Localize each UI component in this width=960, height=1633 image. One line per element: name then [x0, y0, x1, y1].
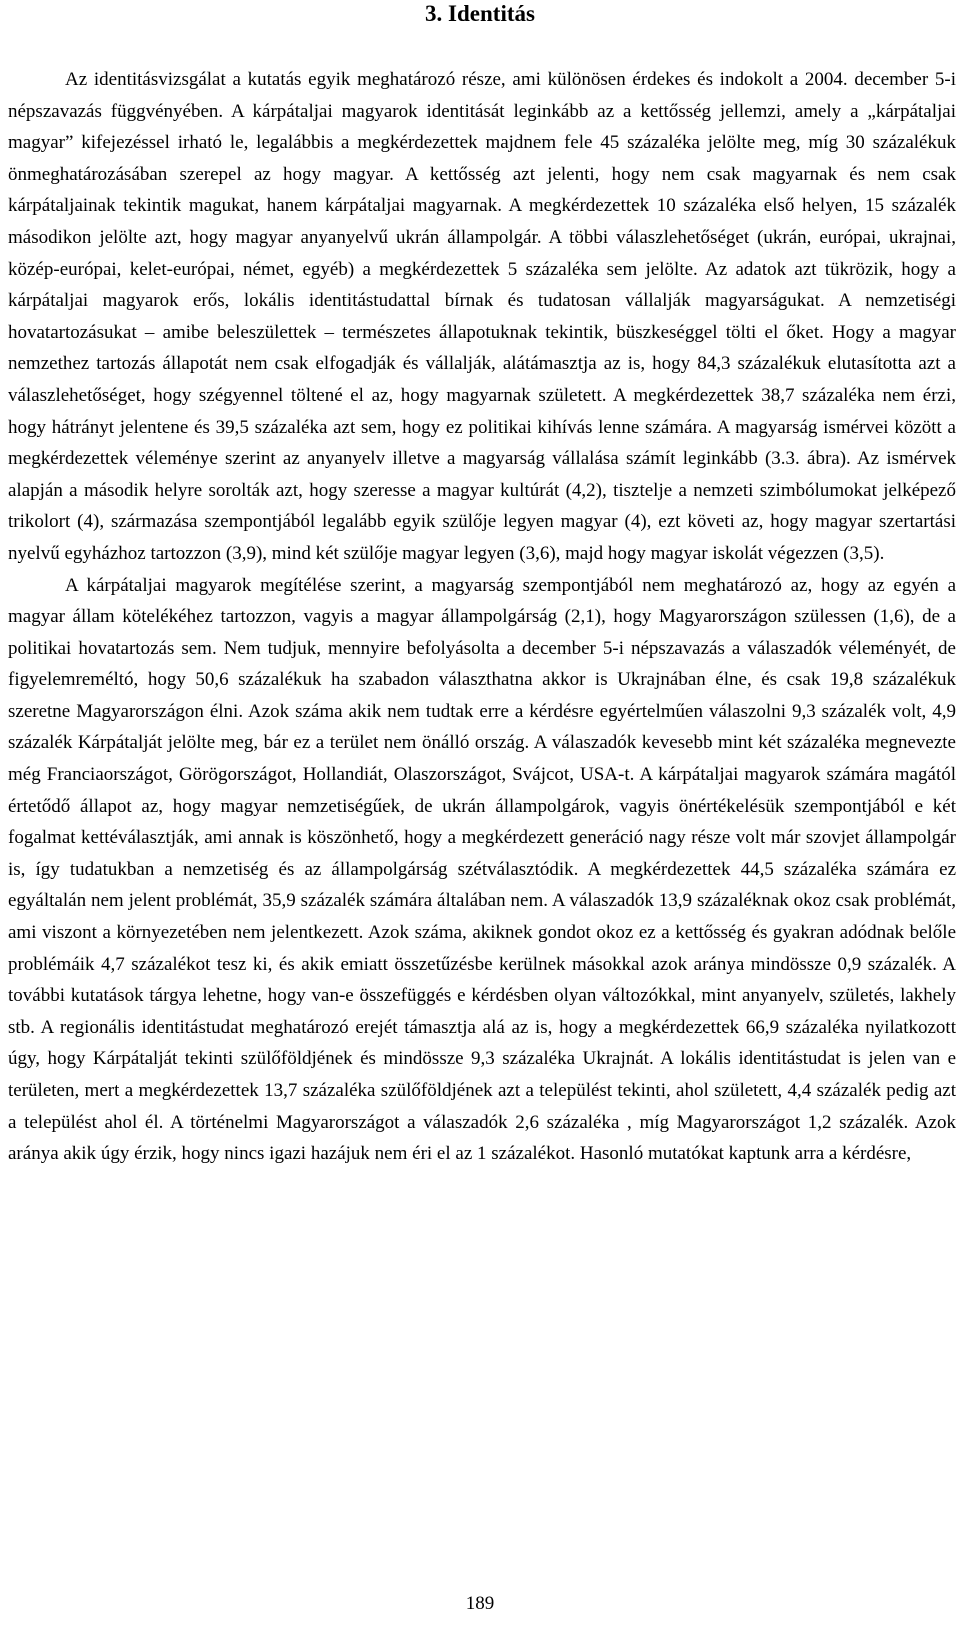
section-heading: 3. Identitás	[425, 1, 535, 26]
paragraph-2: A kárpátaljai magyarok megítélése szerint, a magyarság szempontjából nem meghatározó az, hogy az egyén a magyar állam kötelékéhez tartozzon, vagyis a magyar állampolgárság (2,1), hogy Magyarországon szülessen (1,6), de a politikai hovatartozás sem. Nem tudjuk, mennyire befolyásolta a december 5-i népszavazás a válaszadók véleményét, de figyelemreméltó, hogy 50,6 százalékuk ha szabadon választhatna akkor is Ukrajnában élne, és csak 19,8 százalékuk szeretne Magyarországon élni. Azok száma akik nem tudtak erre a kérdésre egyértelműen válaszolni 9,3 százalék volt, 4,9 százalék Kárpátalját jelölte meg, bár ez a terület nem önálló ország. A válaszadók kevesebb mint két százaléka megnevezte még Franciaországot, Görögországot, Hollandiát, Olaszországot, Svájcot, USA-t. A kárpátaljai magyarok számára magától értetődő állapot az, hogy magyar nemzetiségűek, de ukrán állampolgárok, vagyis önértékelésük szempontjából e két fogalmat kettéválasztják, ami annak is köszönhető, hogy a megkérdezett generáció nagy része volt már szovjet állampolgár is, így tudatukban a nemzetiség és az állampolgárság szétválasztódik. A megkérdezettek 44,5 százaléka számára ez egyáltalán nem jelent problémát, 35,9 százalék számára általában nem. A válaszadók 13,9 százaléknak okoz csak problémát, ami viszont a környezetében nem jelentkezett. Azok száma, akiknek gondot okoz ez a kettősség és gyakran adódnak belőle problémáik 4,7 százalékot tesz ki, és akik emiatt összetűzésbe kerülnek másokkal azok aránya mindössze 0,9 százalék. A további kutatások tárgya lehetne, hogy van-e összefüggés e kérdésben olyan változókkal, mint anyanyelv, születés, lakhely stb. A regionális identitástudat meghatározó erejét támasztja alá az is, hogy a megkérdezettek 66,9 százaléka nyilatkozott úgy, hogy Kárpátalját tekinti szülőföldjének és mindössze 9,3 százaléka Ukrajnát. A lokális identitástudat is jelen van e területen, mert a megkérdezettek 13,7 százaléka szülőföldjének azt a települést tekinti, ahol született, 4,4 százalék pedig azt a települést ahol él. A történelmi Magyarországot a válaszadók 2,6 százaléka , míg Magyarországot 1,2 százalék. Azok aránya akik úgy érzik, hogy nincs igazi hazájuk nem éri el az 1 százalékot. Hasonló mutatókat kaptunk arra a kérdésre,	[8, 574, 956, 1165]
body-text	[8, 64, 956, 1170]
paragraph-1: Az identitásvizsgálat a kutatás egyik meghatározó része, ami különösen érdekes és indokolt a 2004. december 5-i népszavazás függvényében. A kárpátaljai magyarok identitását leginkább az a kettősség jellemzi, amely a „kárpátaljai magyar” kifejezéssel irható le, legalábbis a megkérdezettek majdnem fele 45 százaléka jelölte meg, míg 30 százalékuk önmeghatározásában szerepel az hogy magyar. A kettősség azt jelenti, hogy nem csak magyarnak és nem csak kárpátaljainak tekintik magukat, hanem kárpátaljai magyarnak. A megkérdezettek 10 százaléka első helyen, 15 százalék másodikon jelölte azt, hogy magyar anyanyelvű ukrán állampolgár. A többi válaszlehetőséget (ukrán, európai, ukrajnai, közép-európai, kelet-európai, német, egyéb) a megkérdezettek 5 százaléka sem jelölte. Az adatok azt tükrözik, hogy a kárpátaljai magyarok erős, lokális identitástudattal bírnak és tudatosan vállalják magyarságukat. A nemzetiségi hovatartozásukat – amibe beleszülettek – természetes állapotuknak tekintik, büszkeséggel tölti el őket. Hogy a magyar nemzethez tartozás állapotát nem csak elfogadják és vállalják, alátámasztja az is, hogy 84,3 százalékuk elutasította azt a válaszlehetőséget, hogy szégyennel töltené el az, hogy magyarnak született. A megkérdezettek 38,7 százaléka nem érzi, hogy hátrányt jelentene és 39,5 százaléka azt sem, hogy ez politikai kihívás lenne számára. A magyarság ismérvei között a megkérdezettek véleménye szerint az anyanyelv illetve a magyarság vállalása számít leginkább (3.3. ábra). Az ismérvek alapján a második helyre sorolták azt, hogy szeresse a magyar kultúrát (4,2), tisztelje a nemzeti szimbólumokat jelképező trikolort (4), származása szempontjából legalább egyik szülője legyen magyar (4), ezt követi az, hogy magyar szertartási nyelvű egyházhoz tartozzon (3,9), mind két szülője magyar legyen (3,6), majd hogy magyar iskolát végezzen (3,5).	[8, 69, 956, 564]
page-number: 189	[465, 1593, 495, 1614]
